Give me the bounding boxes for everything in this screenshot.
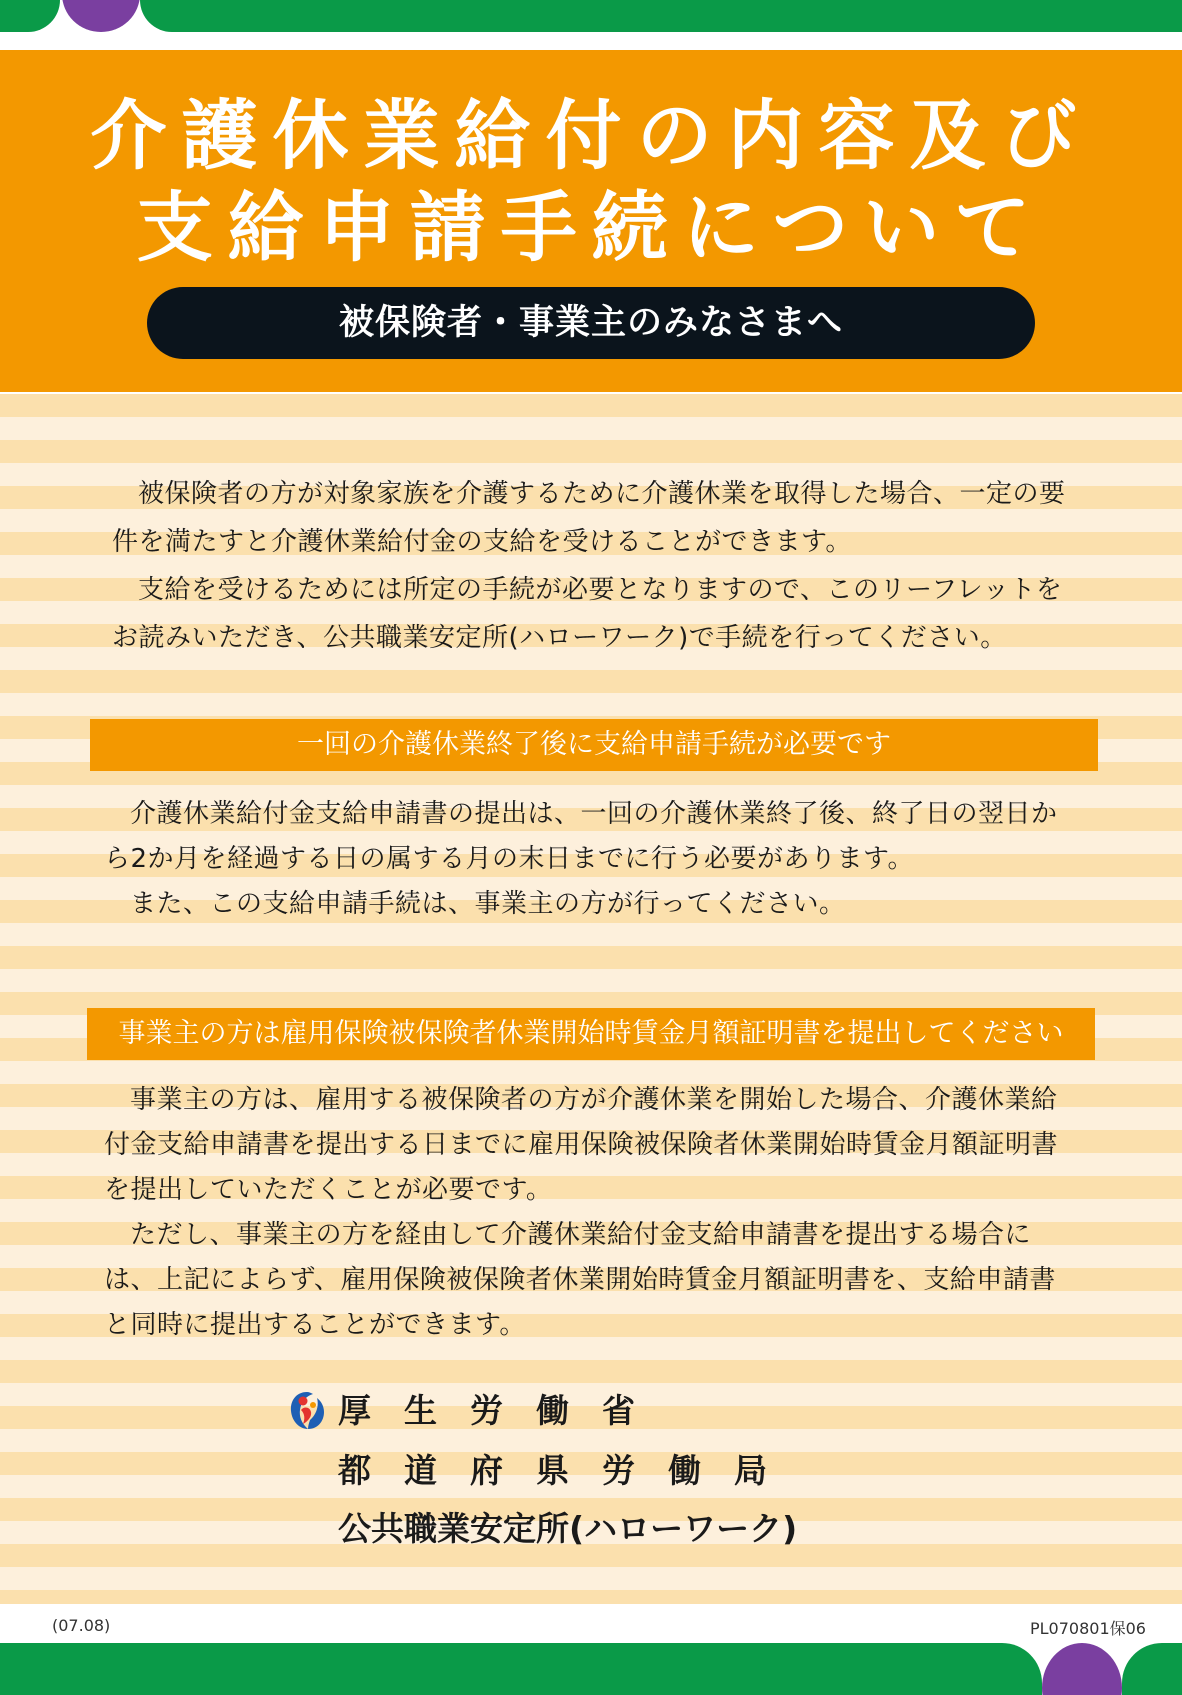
bottom-decoration-bar — [0, 1643, 1182, 1695]
issuer-ministry: 厚 生 労 働 省 — [338, 1391, 635, 1430]
top-purple-circle — [62, 0, 140, 32]
section2-paragraph-2: ただし、事業主の方を経由して介護休業給付金支給申請書を提出する場合には、上記によらず、雇用保険被保険者休業開始時賃金月額証明書を、支給申請書と同時に提出することができます。 — [104, 1220, 1056, 1340]
top-decoration-bar — [0, 0, 1182, 32]
top-green-shape-left — [0, 0, 60, 32]
bottom-green-shape-right — [1122, 1643, 1182, 1695]
section2-text — [104, 1078, 1076, 1348]
page-title-line1: 介護休業給付の内容及び — [90, 91, 1092, 180]
intro-text — [112, 470, 1070, 662]
issuer-office: 公共職業安定所(ハローワーク) — [338, 1509, 798, 1548]
section1-heading: 一回の介護休業終了後に支給申請手続が必要です — [90, 719, 1098, 771]
bottom-green-shape — [0, 1643, 1042, 1695]
mhlw-logo-icon — [288, 1388, 326, 1432]
section1-text — [104, 792, 1076, 927]
audience-pill: 被保険者・事業主のみなさまへ — [147, 287, 1035, 359]
document-code: PL070801保06 — [1029, 1619, 1146, 1638]
page-title-line2: 支給申請手続について — [136, 183, 1046, 272]
page-title — [0, 90, 1182, 274]
intro-paragraph-2: 支給を受けるためには所定の手続が必要となりますので、このリーフレットをお読みいただき、公共職業安定所(ハローワーク)で手続を行ってください。 — [112, 575, 1063, 653]
section2-paragraph-1: 事業主の方は、雇用する被保険者の方が介護休業を開始した場合、介護休業給付金支給申請書を提出する日までに雇用保険被保険者休業開始時賃金月額証明書を提出していただくことが必要です。 — [104, 1085, 1059, 1205]
section2-heading: 事業主の方は雇用保険被保険者休業開始時賃金月額証明書を提出してください — [87, 1008, 1095, 1060]
date-code: (07.08) — [52, 1616, 111, 1635]
intro-paragraph-1: 被保険者の方が対象家族を介護するために介護休業を取得した場合、一定の要件を満たすと介護休業給付金の支給を受けることができます。 — [112, 479, 1066, 557]
section1-paragraph-1: 介護休業給付金支給申請書の提出は、一回の介護休業終了後、終了日の翌日から2か月を経過する日の属する月の末日までに行う必要があります。 — [104, 799, 1058, 874]
bottom-purple-circle — [1042, 1643, 1122, 1695]
issuer-bureau: 都 道 府 県 労 働 局 — [338, 1451, 767, 1490]
section1-paragraph-2: また、この支給申請手続は、事業主の方が行ってください。 — [130, 889, 846, 919]
top-green-shape — [140, 0, 1182, 32]
